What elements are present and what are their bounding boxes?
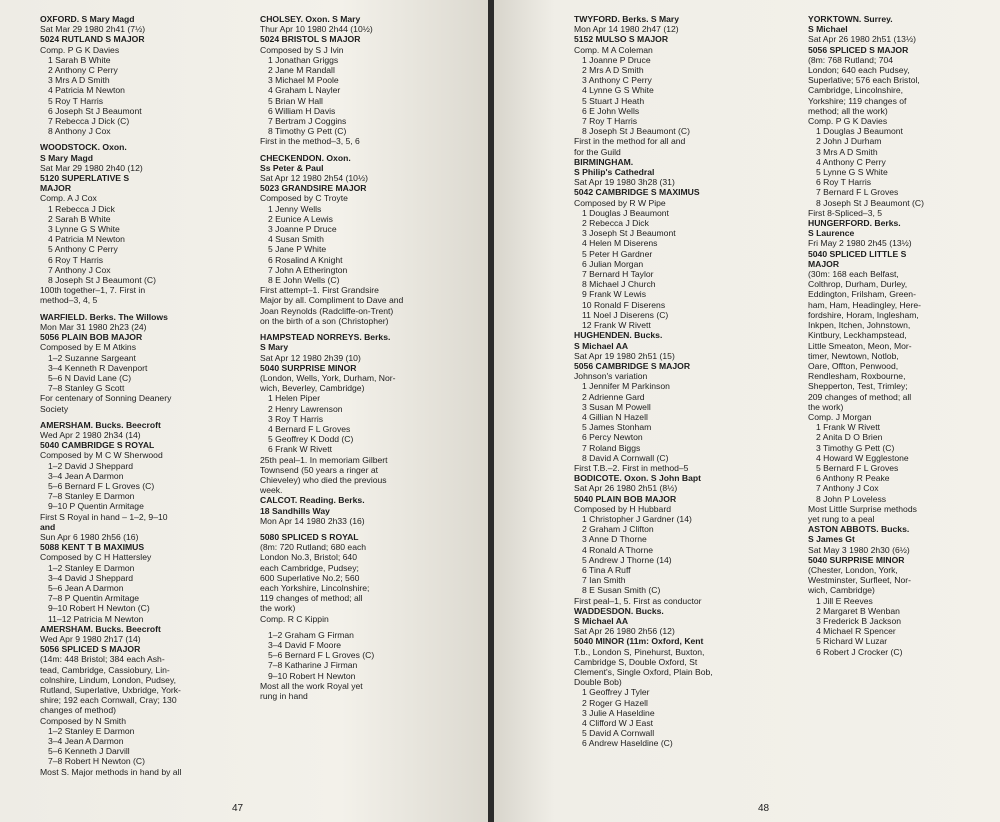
entry-heading: S Michael (808, 24, 848, 35)
text-line: 4 Michael R Spencer (816, 626, 896, 637)
entry-heading: S Michael AA (574, 340, 629, 351)
text-line: Composed by S J Ivin (260, 44, 344, 55)
text-line: method–3, 4, 5 (40, 295, 98, 306)
text-line: Society (40, 403, 69, 414)
text-line: For centenary of Sonning Deanery (40, 393, 172, 404)
text-line: 9–10 Robert H Newton (C) (48, 603, 150, 614)
page-47 (0, 0, 488, 822)
entry-heading: TWYFORD. Berks. S Mary (574, 14, 680, 24)
text-line: 9–10 P Quentin Armitage (48, 501, 144, 512)
text-line: 8 John P Loveless (816, 493, 887, 504)
text-line: 4 Patricia M Newton (48, 85, 125, 96)
text-line: 1 Jennifer M Parkinson (582, 381, 670, 392)
entry-heading: 5056 CAMBRIDGE S MAJOR (574, 360, 691, 371)
entry-heading: 5042 CAMBRIDGE S MAXIMUS (574, 187, 700, 198)
entry-heading: 5040 CAMBRIDGE S ROYAL (40, 440, 155, 451)
text-line: 4 Graham L Nayler (268, 85, 341, 96)
text-line: 7 John A Etherington (268, 264, 348, 275)
entry-heading: WARFIELD. Berks. The Willows (40, 311, 168, 322)
text-line: on the birth of a son (Christopher) (260, 315, 389, 326)
text-line: 1–2 Graham G Firman (268, 629, 354, 640)
text-line: ham, Ham, Headingley, Here- (808, 299, 922, 310)
text-line: Wed Apr 2 1980 2h34 (14) (40, 429, 141, 440)
text-line: Composed by E M Atkins (40, 342, 137, 353)
text-line: 8 Timothy G Pett (C) (268, 126, 347, 137)
text-line: Colthrop, Durham, Durley, (808, 279, 908, 290)
text-line: 1 Sarah B White (48, 54, 111, 65)
text-line: 6 Rosalind A Knight (268, 254, 343, 265)
text-line: Comp. P G K Davies (808, 116, 888, 127)
text-line: 2 Rebecca J Dick (582, 218, 649, 229)
text-line: 1 Christopher J Gardner (14) (582, 513, 692, 524)
text-line: 1–2 Suzanne Sargeant (48, 352, 136, 363)
text-line: 4 Howard W Egglestone (816, 452, 909, 463)
text-line: 3 Frederick B Jackson (816, 615, 902, 626)
text-line: 4 Helen M Diserens (582, 238, 658, 249)
text-line: shire; 192 each Cornwall, Cray; 130 (40, 695, 177, 706)
entry-heading: AMERSHAM. Bucks. Beecroft (40, 623, 161, 634)
text-line: Shepperton, Test, Trimley; (808, 381, 908, 392)
text-line: 8 Michael J Church (582, 279, 656, 290)
text-line: 3 Julie A Haseldine (582, 707, 655, 718)
text-line: 12 Frank W Rivett (582, 320, 651, 331)
text-line: 5 Stuart J Heath (582, 95, 645, 106)
text-line: 1 Douglas J Beaumont (582, 207, 669, 218)
text-line: Most S. Major methods in hand by all (40, 766, 182, 777)
text-line: 9–10 Robert H Newton (268, 670, 356, 681)
text-line: (8m: 720 Rutland; 680 each (260, 542, 367, 553)
text-line: Comp. J Morgan (808, 411, 872, 422)
text-line: 11 Noel J Diserens (C) (582, 309, 669, 320)
text-line: 2 Anthony C Perry (48, 65, 118, 76)
text-line: Comp. R C Kippin (260, 613, 329, 624)
text-line: Sat Apr 26 1980 2h51 (13½) (808, 34, 916, 45)
text-line: 5 Anthony C Perry (48, 244, 118, 255)
entry-heading: Ss Peter & Paul (260, 162, 324, 173)
page-number: 47 (232, 803, 244, 814)
text-line: 5 Jane P White (268, 244, 327, 255)
entry-heading: 18 Sandhills Way (260, 505, 330, 516)
text-line: 2 Eunice A Lewis (268, 213, 333, 224)
text-line: Sat Mar 29 1980 2h41 (7½) (40, 24, 146, 35)
text-line: Composed by N Smith (40, 715, 126, 726)
text-line: Clement's, Single Oxford, Plain Bob, (574, 667, 713, 677)
text-line: 5–6 Jean A Darmon (48, 582, 124, 593)
text-line: 25th peal–1. In memoriam Gilbert (260, 454, 388, 465)
text-line: First peal–1, 5. First as conductor (574, 595, 702, 606)
text-line: Most all the work Royal yet (260, 680, 363, 691)
text-line: 7–8 Stanley E Darmon (48, 491, 135, 502)
text-line: Eddington, Frilsham, Green- (808, 289, 916, 300)
text-line: 6 Tina A Ruff (582, 564, 631, 575)
text-line: 4 Ronald A Thorne (582, 544, 654, 555)
entry-heading: 5152 MULSO S MAJOR (574, 34, 669, 45)
text-line: 4 Gillian N Hazell (582, 411, 648, 422)
text-line: 3 Anne D Thorne (582, 534, 647, 545)
text-line: First attempt–1. First Grandsire (260, 285, 379, 296)
text-line: (30m: 168 each Belfast, (808, 269, 899, 280)
text-line: 5 Brian W Hall (268, 95, 323, 106)
text-line: London No.3, Bristol; 640 (260, 552, 357, 563)
entry-heading: 5040 SURPRISE MINOR (260, 362, 357, 373)
entry-heading: 5024 BRISTOL S MAJOR (260, 34, 361, 45)
text-line: 5 Bernard F L Groves (816, 462, 899, 473)
entry-heading: S James Gt (808, 534, 855, 545)
text-line: 5 Roy T Harris (48, 95, 104, 106)
text-line: Sat Apr 19 1980 3h28 (31) (574, 177, 675, 188)
entry-heading: HUGHENDEN. Bucks. (574, 330, 663, 341)
text-line: 119 changes of method; all (260, 593, 363, 604)
text-line: 5 Lynne G S White (816, 167, 888, 178)
text-line: 5–6 Kenneth J Darvill (48, 746, 130, 757)
text-line: for the Guild (574, 146, 621, 157)
text-line: 11–12 Patricia M Newton (48, 613, 144, 624)
entry-heading: 5056 PLAIN BOB MAJOR (40, 332, 143, 343)
text-line: 5 Peter H Gardner (582, 248, 653, 259)
entry-heading: 5040 PLAIN BOB MAJOR (574, 493, 677, 504)
page-47-column-2 (260, 14, 442, 701)
text-line: 2 Adrienne Gard (582, 391, 645, 402)
text-line: 5–6 Bernard F L Groves (C) (268, 650, 375, 661)
text-line: Westminster, Surfleet, Nor- (808, 575, 911, 586)
text-line: 7 Anthony J Cox (48, 264, 111, 275)
text-line: 2 Jane M Randall (268, 65, 335, 76)
text-line: Rutland, Superlative, Uxbridge, York- (40, 685, 181, 695)
text-line: 9 Frank W Lewis (582, 289, 646, 300)
entry-heading: YORKTOWN. Surrey. (808, 14, 893, 24)
text-line: 5 Richard W Luzar (816, 636, 888, 647)
entry-heading: CHOLSEY. Oxon. S Mary (260, 14, 361, 24)
text-line: 2 Henry Lawrenson (268, 403, 343, 414)
text-line: 209 changes of method; all (808, 391, 912, 402)
text-line: 3 Timothy G Pett (C) (816, 442, 895, 453)
text-line: 6 Percy Newton (582, 432, 643, 443)
text-line: 5 Andrew J Thorne (14) (582, 554, 672, 565)
text-line: London; 640 each Pudsey, (808, 65, 910, 76)
text-line: 6 Robert J Crocker (C) (816, 646, 903, 657)
text-line: fordshire, Horam, Inglesham, (808, 309, 919, 320)
entry-heading: 5040 MINOR (11m: Oxford, Kent (574, 636, 704, 647)
text-line: 10 Ronald F Diserens (582, 299, 666, 310)
text-line: Comp. A J Cox (40, 193, 97, 204)
text-line: First in the method for all and (574, 136, 686, 147)
text-line: Composed by H Hubbard (574, 503, 671, 514)
text-line: wich, Cambridge) (808, 585, 875, 596)
text-line: Cambridge S, Double Oxford, St (574, 656, 698, 667)
text-line: 1–2 Stanley E Darmon (48, 725, 135, 736)
entry-heading: MAJOR (808, 258, 840, 269)
text-line: 2 John J Durham (816, 136, 882, 147)
text-line: colnshire, Lindum, London, Pudsey, (40, 674, 176, 685)
text-line: Kintbury, Leckhampstead, (808, 330, 907, 341)
text-line: Composed by C H Hattersley (40, 552, 152, 563)
text-line: Composed by R W Pipe (574, 197, 666, 208)
text-line: Cambridge, Lincolnshire, (808, 85, 904, 96)
text-line: 3 Anthony C Perry (582, 75, 652, 86)
text-line: Sat Mar 29 1980 2h40 (12) (40, 162, 143, 173)
entry-heading: CALCOT. Reading. Berks. (260, 495, 365, 506)
text-line: 8 E Susan Smith (C) (582, 585, 661, 596)
page-48 (494, 0, 1000, 822)
entry-heading: S Mary Magd (40, 152, 94, 163)
entry-heading: 5088 KENT T B MAXIMUS (40, 542, 145, 553)
text-line: (London, Wells, York, Durham, Nor- (260, 372, 396, 383)
text-line: Mon Mar 31 1980 2h23 (24) (40, 321, 147, 332)
entry-heading: and (40, 521, 56, 532)
text-line: 1 Frank W Rivett (816, 422, 880, 433)
text-line: 3 Joanne P Druce (268, 224, 337, 235)
text-line: 3–4 Kenneth R Davenport (48, 362, 148, 373)
text-line: each Cambridge, Pudsey; (260, 562, 359, 573)
text-line: 4 Lynne G S White (582, 85, 654, 96)
text-line: 6 Joseph St J Beaumont (48, 105, 142, 116)
text-line: 4 Clifford W J East (582, 718, 653, 729)
entry-heading: MAJOR (40, 183, 72, 194)
text-line: 3 Mrs A D Smith (816, 146, 878, 157)
text-line: 1 Jonathan Griggs (268, 54, 339, 65)
text-line: tead, Cambridge, Cassiobury, Lin- (40, 664, 170, 675)
entry-heading: HUNGERFORD. Berks. (808, 218, 901, 229)
text-line: 8 Joseph St J Beaumont (C) (582, 126, 690, 137)
text-line: Composed by C Troyte (260, 193, 348, 204)
text-line: 5 Geoffrey K Dodd (C) (268, 434, 354, 445)
text-line: 4 Anthony C Perry (816, 156, 886, 167)
text-line: 3 Susan M Powell (582, 401, 651, 412)
entry-heading: 5040 SPLICED LITTLE S (808, 248, 907, 259)
text-line: Fri May 2 1980 2h45 (13½) (808, 238, 912, 249)
text-line: Sat May 3 1980 2h30 (6½) (808, 544, 910, 555)
text-line: Johnson's variation (574, 371, 648, 382)
text-line: Rendlesham, Roxbourne, (808, 371, 906, 382)
text-line: Sun Apr 6 1980 2h56 (16) (40, 531, 139, 542)
text-line: Sat Apr 12 1980 2h54 (10½) (260, 173, 368, 184)
text-line: 7 Anthony J Cox (816, 483, 879, 494)
text-line: 6 Frank W Rivett (268, 444, 332, 455)
page-number: 48 (758, 803, 770, 814)
text-line: 7 Ian Smith (582, 575, 626, 586)
text-line: Sat Apr 26 1980 2h56 (12) (574, 626, 675, 637)
entry-heading: 5080 SPLICED S ROYAL (260, 531, 359, 542)
text-line: Chieveley) who died the previous (260, 474, 387, 485)
text-line: 8 Joseph St J Beaumont (C) (816, 197, 924, 208)
text-line: Double Bob) (574, 677, 622, 688)
entry-heading: S Laurence (808, 228, 855, 239)
entry-heading: S Michael AA (574, 615, 629, 626)
text-line: 1 Jill E Reeves (816, 595, 873, 606)
text-line: Inkpen, Itchen, Johnstown, (808, 320, 911, 331)
text-line: 7 Bernard H Taylor (582, 269, 654, 280)
entry-heading: OXFORD. S Mary Magd (40, 14, 135, 24)
text-line: 4 Susan Smith (268, 234, 324, 245)
text-line: 3 Michael M Poole (268, 75, 339, 86)
text-line: 7 Bernard F L Groves (816, 187, 899, 198)
text-line: 2 Mrs A D Smith (582, 65, 644, 76)
text-line: 100th together–1, 7. First in (40, 285, 146, 296)
text-line: 7 Rebecca J Dick (C) (48, 116, 130, 127)
text-line: Townsend (50 years a ringer at (260, 464, 378, 475)
text-line: 1 Jenny Wells (268, 203, 322, 214)
text-line: 6 Julian Morgan (582, 258, 644, 269)
text-line: 7 Roy T Harris (582, 116, 638, 127)
text-line: 1 Helen Piper (268, 393, 321, 404)
entry-heading: CHECKENDON. Oxon. (260, 152, 351, 163)
text-line: 1 Joanne P Druce (582, 54, 651, 65)
text-line: Superlative; 576 each Bristol, (808, 75, 920, 86)
entry-heading: WADDESDON. Bucks. (574, 605, 664, 616)
text-line: 7–8 Stanley G Scott (48, 383, 125, 394)
text-line: 7–8 Katharine J Firman (268, 660, 358, 671)
text-line: 1–2 David J Sheppard (48, 460, 134, 471)
text-line: 1 Geoffrey J Tyler (582, 687, 650, 698)
entry-heading: BODICOTE. Oxon. S John Bapt (574, 473, 702, 484)
text-line: Most Little Surprise methods (808, 503, 917, 514)
text-line: 6 E John Wells (582, 105, 640, 116)
text-line: Mon Apr 14 1980 2h33 (16) (260, 515, 365, 526)
text-line: (14m: 448 Bristol; 384 each Ash- (40, 654, 165, 665)
text-line: timer, Newtown, Notlob, (808, 350, 899, 361)
text-line: 1 Douglas J Beaumont (816, 126, 903, 137)
text-line: rung in hand (260, 691, 308, 701)
text-line: Comp. P G K Davies (40, 44, 120, 55)
text-line: wich, Beverley, Cambridge) (260, 383, 365, 394)
entry-heading: 5023 GRANDSIRE MAJOR (260, 183, 367, 194)
text-line: 3 Lynne G S White (48, 224, 120, 235)
text-line: 5 David A Cornwall (582, 728, 655, 739)
text-line: 3 Joseph St J Beaumont (582, 228, 676, 239)
text-line: Oare, Offton, Penwood, (808, 360, 899, 371)
text-line: 600 Superlative No.2; 560 (260, 572, 360, 583)
page-48-column-2 (808, 14, 980, 657)
text-line: 3–4 Jean A Darmon (48, 736, 124, 747)
page-48-column-1 (574, 14, 754, 749)
text-line: method; all the work) (808, 105, 888, 116)
text-line: Major by all. Compliment to Dave and (260, 295, 404, 306)
text-line: 3 Roy T Harris (268, 413, 324, 424)
text-line: Sat Apr 12 1980 2h39 (10) (260, 352, 361, 363)
text-line: 8 E John Wells (C) (268, 275, 340, 286)
text-line: 7–8 P Quentin Armitage (48, 593, 140, 604)
text-line: 2 Margaret B Wenban (816, 605, 900, 616)
text-line: week. (260, 485, 283, 496)
text-line: 1 Rebecca J Dick (48, 203, 115, 214)
entry-heading: 5056 SPLICED S MAJOR (808, 44, 909, 55)
entry-heading: S Philip's Cathedral (574, 167, 655, 178)
text-line: 5 James Stonham (582, 422, 652, 433)
text-line: Mon Apr 14 1980 2h47 (12) (574, 24, 679, 35)
text-line: First 8-Spliced–3, 5 (808, 207, 883, 218)
text-line: 3 Mrs A D Smith (48, 75, 110, 86)
text-line: 6 William H Davis (268, 105, 336, 116)
text-line: the work) (260, 603, 296, 614)
text-line: Comp. M A Coleman (574, 44, 653, 55)
text-line: (8m: 768 Rutland; 704 (808, 54, 894, 65)
text-line: each Yorkshire, Lincolnshire; (260, 582, 370, 593)
text-line: Wed Apr 9 1980 2h17 (14) (40, 633, 141, 644)
entry-heading: S Mary (260, 342, 289, 353)
text-line: 4 Bernard F L Groves (268, 423, 351, 434)
text-line: Sat Apr 26 1980 2h51 (8½) (574, 483, 678, 494)
text-line: 3–4 David J Sheppard (48, 572, 134, 583)
entry-heading: WOODSTOCK. Oxon. (40, 142, 127, 153)
text-line: 8 Joseph St J Beaumont (C) (48, 275, 156, 286)
text-line: Composed by M C W Sherwood (40, 450, 163, 461)
text-line: 7 Bertram J Coggins (268, 116, 347, 127)
text-line: 2 Graham J Clifton (582, 524, 654, 535)
entry-heading: 5040 SURPRISE MINOR (808, 554, 905, 565)
text-line: 3–4 David F Moore (268, 639, 342, 650)
text-line: (Chester, London, York, (808, 564, 898, 575)
text-line: 6 Andrew Haseldine (C) (582, 738, 673, 749)
entry-heading: 5120 SUPERLATIVE S (40, 173, 130, 184)
text-line: 6 Anthony R Peake (816, 473, 890, 484)
text-line: First in the method–3, 5, 6 (260, 136, 360, 147)
text-line: Little Smeaton, Meon, Mor- (808, 340, 912, 351)
text-line: Yorkshire; 119 changes of (808, 95, 907, 106)
text-line: the work) (808, 401, 844, 412)
text-line: Sat Apr 19 1980 2h51 (15) (574, 350, 675, 361)
text-line: 2 Anita D O Brien (816, 432, 883, 443)
text-line: 7 Roland Biggs (582, 442, 641, 453)
text-line: 1–2 Stanley E Darmon (48, 562, 135, 573)
entry-heading: 5024 RUTLAND S MAJOR (40, 34, 145, 45)
text-line: 6 Roy T Harris (48, 254, 104, 265)
text-line: T.b., London S, Pinehurst, Buxton, (574, 646, 705, 657)
entry-heading: ASTON ABBOTS. Bucks. (808, 524, 910, 535)
text-line: 2 Sarah B White (48, 213, 111, 224)
entry-heading: AMERSHAM. Bucks. Beecroft (40, 419, 161, 430)
entry-heading: BIRMINGHAM. (574, 156, 634, 167)
text-line: 4 Patricia M Newton (48, 234, 125, 245)
entry-heading: 5056 SPLICED S MAJOR (40, 644, 141, 655)
text-line: 6 Roy T Harris (816, 177, 872, 188)
text-line: Thur Apr 10 1980 2h44 (10½) (260, 24, 373, 35)
text-line: First T.B.–2. First in method–5 (574, 462, 689, 473)
text-line: 8 Anthony J Cox (48, 126, 111, 137)
text-line: 5–6 N David Lane (C) (48, 372, 132, 383)
text-line: yet rung to a peal (808, 513, 875, 524)
text-line: changes of method) (40, 705, 116, 716)
text-line: Joan Reynolds (Radcliffe-on-Trent) (260, 305, 394, 316)
text-line: 5–6 Bernard F L Groves (C) (48, 480, 155, 491)
text-line: 2 Roger G Hazell (582, 697, 648, 708)
text-line: 3–4 Jean A Darmon (48, 470, 124, 481)
text-line: First S Royal in hand – 1–2, 9–10 (40, 511, 168, 522)
page-47-column-1 (40, 14, 226, 777)
text-line: 8 David A Cornwall (C) (582, 452, 669, 463)
entry-heading: HAMPSTEAD NORREYS. Berks. (260, 332, 391, 343)
text-line: 7–8 Robert H Newton (C) (48, 756, 145, 767)
